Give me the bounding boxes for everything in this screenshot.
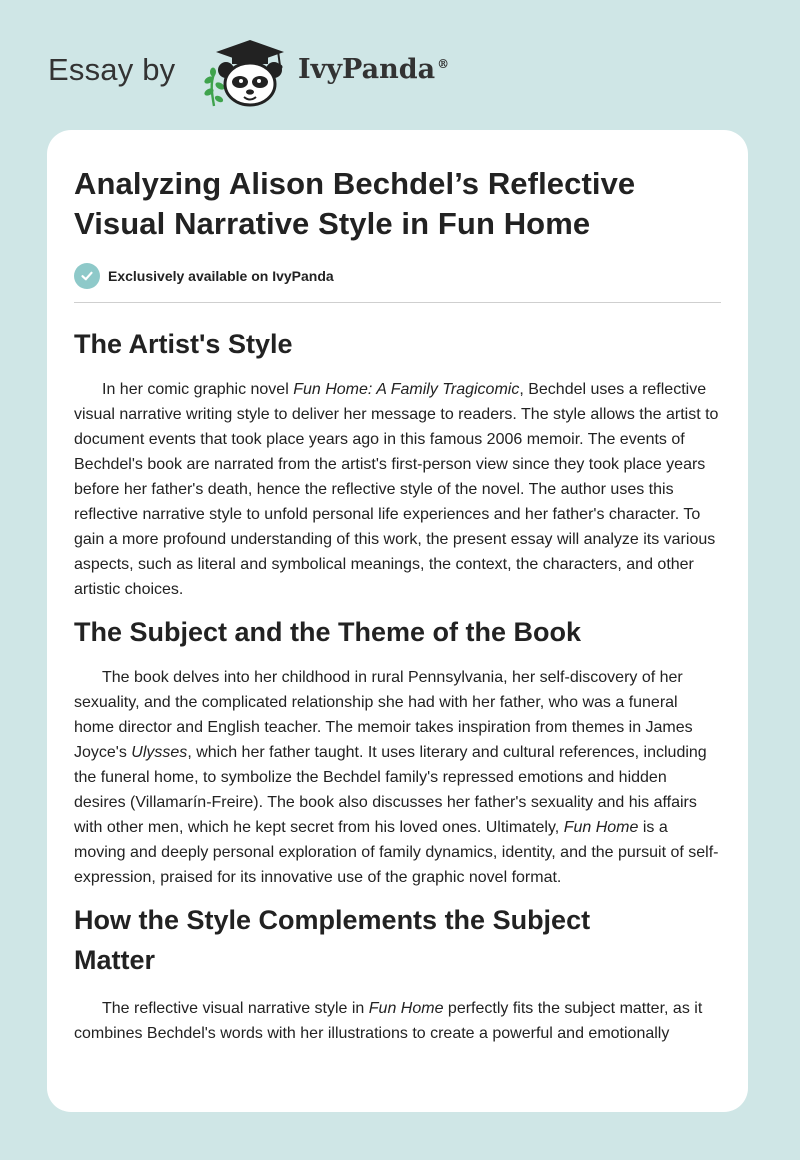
- exclusive-badge: [74, 263, 721, 289]
- book-title-italic: Ulysses: [131, 744, 188, 761]
- book-title-italic: Fun Home: [368, 1000, 444, 1017]
- heading-line-2: Matter: [74, 945, 156, 975]
- site-header: [0, 0, 800, 130]
- brand-name[interactable]: [298, 54, 449, 85]
- section-heading-subject-theme: The Subject and the Theme of the Book: [74, 617, 582, 647]
- text-run: is a moving and deeply personal exploration of family dynamics, identity, and the pursuit of self-expression, praised for its innovative use of the graphic novel format.: [74, 819, 719, 886]
- paragraph-subject-theme: [74, 665, 721, 890]
- title-line-2: Visual Narrative Style in Fun Home: [74, 206, 591, 241]
- text-run: The reflective visual narrative style in: [102, 1000, 369, 1017]
- divider: [74, 302, 721, 303]
- paragraph-artist-style: [74, 377, 721, 602]
- text-run: In her comic graphic novel: [102, 381, 294, 398]
- essay-card: [47, 130, 748, 1112]
- registered-mark: ®: [437, 57, 450, 71]
- page-title: [74, 164, 721, 244]
- text-run: , which her father taught. It uses literary and cultural references, including the funeral home, to symbolize the Bechdel family's repressed emotions and hidden desires (Villamarín-Freire). The book also discusses her father's sexuality and his affairs with other men, which he kept secret from his loved ones. Ultimately,: [74, 744, 707, 836]
- paragraph-style-complements: [74, 996, 721, 1046]
- title-line-1: Analyzing Alison Bechdel’s Reflective: [74, 166, 636, 201]
- text-run: , Bechdel uses a reflective visual narrative writing style to deliver her message to readers. The style allows the artist to document events that took place years ago in this famous 2006 memoir. The events of Bechdel's book are narrated from the artist's first-person view since they took place years before her father's death, hence the reflective style of the novel. The author uses this reflective narrative style to unfold personal life experiences and her father's character. To gain a more profound understanding of this work, the present essay will analyze its various aspects, such as literal and symbolical meanings, the context, the characters, and other artistic choices.: [74, 381, 719, 598]
- check-icon: [74, 263, 100, 289]
- section-heading-artist-style: The Artist's Style: [74, 329, 293, 359]
- book-title-italic: Fun Home: A Family Tragicomic: [293, 381, 520, 398]
- heading-line-1: How the Style Complements the Subject: [74, 905, 591, 935]
- section-heading-style-complements: [74, 900, 721, 980]
- panda-logo-icon[interactable]: [200, 36, 296, 108]
- text-run: The book delves into her childhood in rural Pennsylvania, her self-discovery of her sexuality, and the complicated relationship she had with her father, who was a funeral home director and English teacher. The memoir takes inspiration from themes in James Joyce's: [74, 669, 693, 761]
- text-run: perfectly fits the subject matter, as it combines Bechdel's words with her illustrations to create a powerful and emotionally: [74, 1000, 703, 1042]
- essay-by-label: Essay by: [48, 52, 176, 87]
- brand-text: IvyPanda: [298, 54, 436, 85]
- book-title-italic: Fun Home: [563, 819, 639, 836]
- exclusive-label: Exclusively available on IvyPanda: [108, 268, 334, 284]
